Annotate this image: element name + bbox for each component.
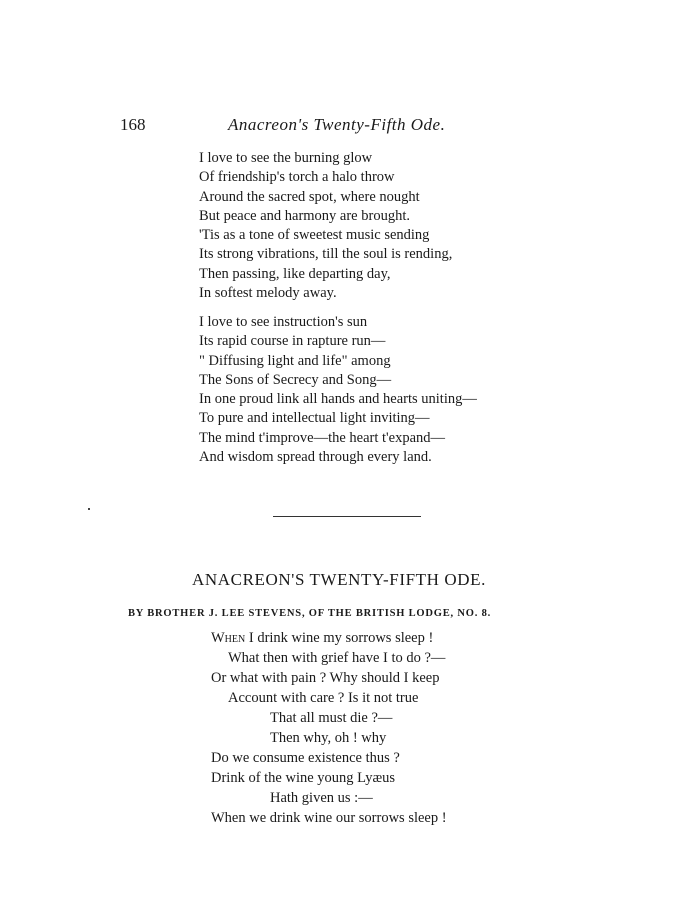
- verse-line: The mind t'improve—the heart t'expand—: [199, 429, 446, 446]
- verse-line-rest: I drink wine my sorrows sleep !: [245, 630, 434, 646]
- verse-line: 'Tis as a tone of sweetest music sending: [199, 227, 430, 244]
- verse-line: Its rapid course in rapture run—: [199, 333, 386, 350]
- verse-line: When we drink wine our sorrows sleep !: [211, 810, 447, 826]
- verse-line: But peace and harmony are brought.: [199, 207, 410, 224]
- verse-line: Around the sacred spot, where nought: [199, 188, 420, 205]
- verse-line: I love to see instruction's sun: [199, 314, 368, 330]
- verse-line: What then with grief have I to do ?—: [228, 650, 446, 666]
- verse-line: Its strong vibrations, till the soul is rending,: [199, 246, 453, 263]
- verse-line: Then passing, like departing day,: [199, 265, 391, 282]
- verse-line: To pure and intellectual light inviting—: [199, 410, 430, 427]
- verse-line: The Sons of Secrecy and Song—: [199, 371, 392, 388]
- verse-line: I love to see the burning glow: [199, 150, 373, 166]
- verse-line: In softest melody away.: [199, 285, 337, 302]
- running-title: Anacreon's Twenty-Fifth Ode.: [228, 115, 446, 134]
- verse-line: Drink of the wine young Lyæus: [211, 770, 396, 786]
- verse-line-first: [211, 630, 433, 647]
- verse-line: Account with care ? Is it not true: [228, 690, 419, 706]
- verse-line: That all must die ?—: [270, 710, 393, 726]
- ode-title: ANACREON'S TWENTY-FIFTH ODE.: [192, 570, 486, 589]
- verse-line: In one proud link all hands and hearts uniting—: [199, 391, 477, 408]
- verse-line: And wisdom spread through every land.: [199, 449, 432, 466]
- verse-line: Then why, oh ! why: [270, 730, 387, 746]
- section-divider: [273, 516, 421, 517]
- verse-line: Of friendship's torch a halo throw: [199, 169, 395, 186]
- ink-speck: [88, 508, 90, 510]
- verse-line: Do we consume existence thus ?: [211, 750, 400, 766]
- stanza-instruction: [199, 313, 539, 467]
- verse-line: Or what with pain ? Why should I keep: [211, 670, 440, 686]
- page-number: 168: [120, 115, 146, 134]
- drop-word: When: [211, 630, 246, 646]
- ode-byline: BY BROTHER J. LEE STEVENS, OF THE BRITISH LODGE, NO. 8.: [128, 608, 492, 619]
- stanza-friendship: [199, 149, 539, 303]
- verse-line: " Diffusing light and life" among: [199, 352, 391, 369]
- verse-line: Hath given us :—: [270, 790, 373, 806]
